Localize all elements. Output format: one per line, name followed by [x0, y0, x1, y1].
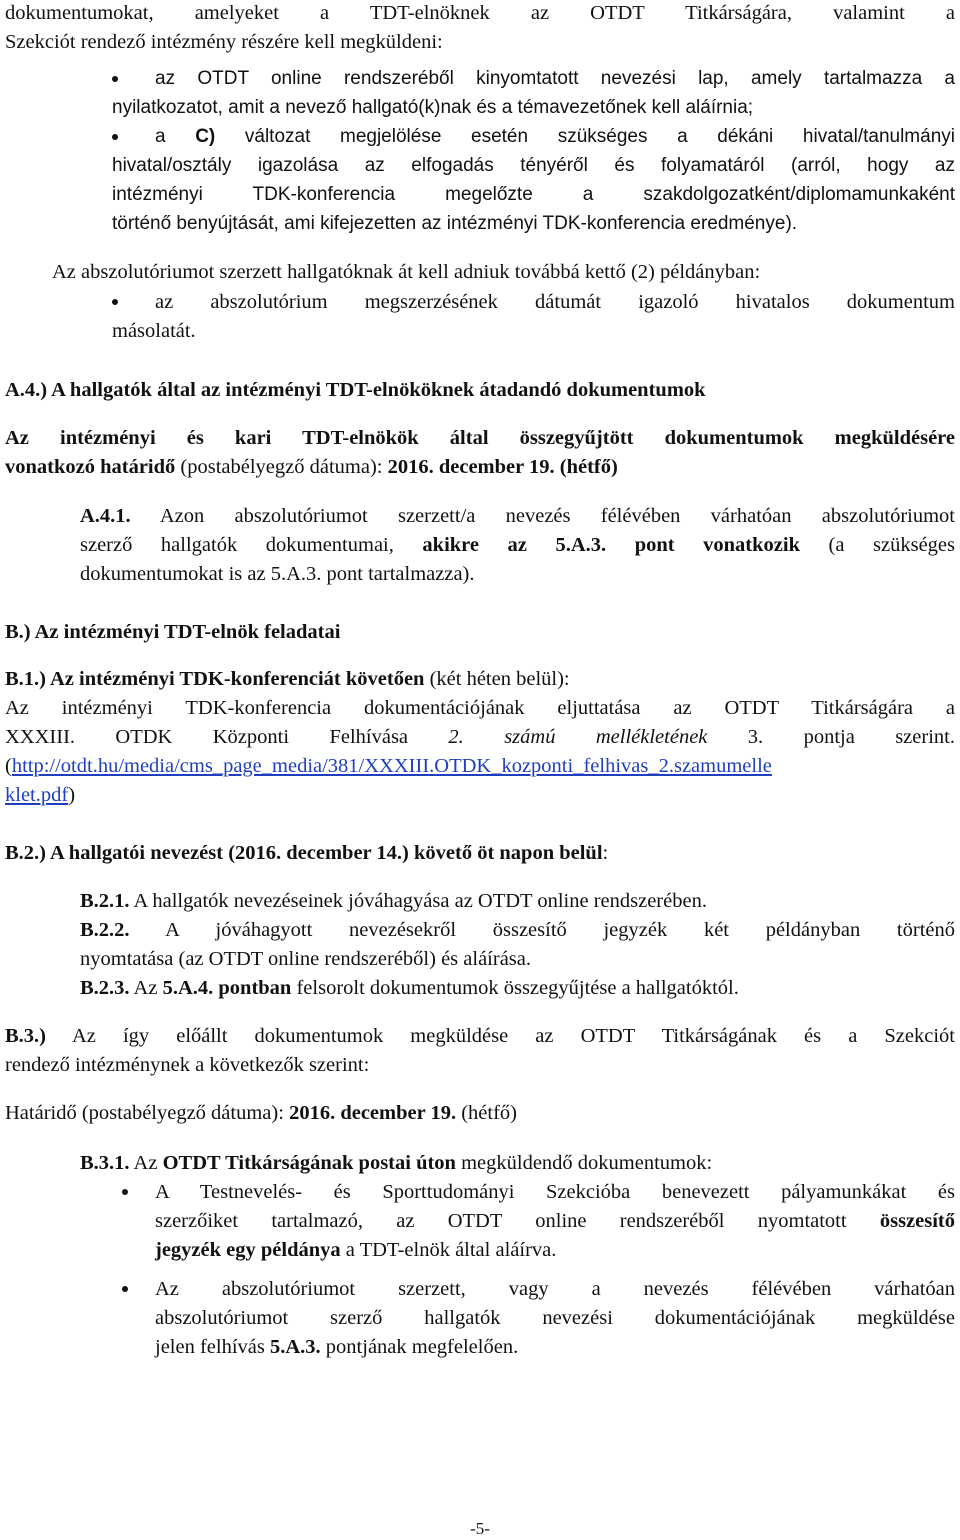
bullet-3-line-1: az abszolutórium megszerzésének dátumát igazoló hivatalos dokumentum — [155, 291, 955, 313]
b31-bullet-b-line-3: jelen felhívás 5.A.3. pontjának megfelelően. — [155, 1336, 519, 1358]
section-heading-a4: A.4.) A hallgatók által az intézményi TDT-elnököknek átadandó dokumentumok — [5, 379, 706, 401]
bullet-2-line-2: hivatal/osztály igazolása az elfogadás tényéről és folyamatáról (arról, hogy az — [112, 155, 955, 176]
bullet-dot — [122, 1286, 128, 1292]
b21-item: B.2.1. A hallgatók nevezéseinek jóváhagyása az OTDT online rendszerében. — [80, 890, 707, 912]
b31-bullet-a-line-2: szerzőiket tartalmazó, az OTDT online rendszeréből nyomtatott összesítő — [155, 1210, 955, 1232]
a41-line-3: dokumentumokat is az 5.A.3. pont tartalmazza). — [80, 563, 475, 585]
b2-heading: B.2.) A hallgatói nevezést (2016. december 14.) követő öt napon belül: — [5, 842, 609, 864]
b3-line-2: rendező intézménynek a következők szerint: — [5, 1054, 370, 1076]
b31-bullet-a-line-1: A Testnevelés- és Sporttudományi Szekcióba benevezett pályamunkákat és — [155, 1181, 955, 1203]
abszolutorium-paragraph: Az abszolutóriumot szerzett hallgatóknak át kell adniuk továbbá kettő (2) példányban: — [52, 261, 761, 283]
b1-link-line-2: klet.pdf) — [5, 784, 76, 806]
bullet-2-line-3: intézményi TDK-konferencia megelőzte a szakdolgozatként/diplomamunkaként — [112, 184, 955, 205]
felhivas-link-continued[interactable]: klet.pdf — [5, 784, 69, 806]
intro-line-2: Szekciót rendező intézmény részére kell megküldeni: — [5, 31, 443, 53]
b31-bullet-b-line-2: abszolutóriumot szerző hallgatók nevezési dokumentációjának megküldése — [155, 1307, 955, 1329]
bullet-dot — [112, 134, 118, 140]
bullet-2-line-4: történő benyújtását, ami kifejezetten az intézményi TDK-konferencia eredménye). — [112, 213, 798, 234]
page-number: -5- — [470, 1519, 490, 1538]
b31-bullet-b-line-1: Az abszolutóriumot szerzett, vagy a nevezés félévében várhatóan — [155, 1278, 955, 1300]
intro-line-1: dokumentumokat, amelyeket a TDT-elnöknek az OTDT Titkárságára, valamint a — [5, 2, 955, 24]
felhivas-link[interactable]: http://otdt.hu/media/cms_page_media/381/XXXIII.OTDK_kozponti_felhivas_2.szamumelle — [11, 755, 772, 777]
b1-heading: B.1.) Az intézményi TDK-konferenciát követően (két héten belül): — [5, 668, 570, 690]
section-heading-b: B.) Az intézményi TDT-elnök feladatai — [5, 621, 341, 643]
bullet-1-line-2: nyilatkozatot, amit a nevező hallgató(k)nak és a témavezetőnek kell aláírnia; — [112, 97, 754, 118]
b1-link-line-1: (http://otdt.hu/media/cms_page_media/381/XXXIII.OTDK_kozponti_felhivas_2.szamumelle — [5, 755, 772, 777]
b3-line-1: B.3.) Az így előállt dokumentumok megküldése az OTDT Titkárságának és a Szekciót — [5, 1025, 955, 1047]
bullet-dot — [112, 299, 118, 305]
b22-item-line-2: nyomtatása (az OTDT online rendszeréből) és aláírása. — [80, 948, 531, 970]
bullet-dot — [112, 76, 118, 82]
b31-heading: B.3.1. Az OTDT Titkárságának postai úton megküldendő dokumentumok: — [80, 1152, 713, 1174]
a41-line-1: A.4.1. Azon abszolutóriumot szerzett/a nevezés félévében várhatóan abszolutóriumot — [80, 505, 955, 527]
b3-deadline: Határidő (postabélyegző dátuma): 2016. december 19. (hétfő) — [5, 1102, 517, 1124]
b23-item: B.2.3. Az 5.A.4. pontban felsorolt dokumentumok összegyűjtése a hallgatóktól. — [80, 977, 739, 999]
bullet-dot — [122, 1189, 128, 1195]
a4-deadline-line-1: Az intézményi és kari TDT-elnökök által összegyűjtött dokumentumok megküldésére — [5, 427, 955, 449]
b31-bullet-a-line-3: jegyzék egy példánya a TDT-elnök által aláírva. — [155, 1239, 557, 1261]
b1-line-2: Az intézményi TDK-konferencia dokumentációjának eljuttatása az OTDT Titkárságára a — [5, 697, 955, 719]
a41-line-2: szerző hallgatók dokumentumai, akikre az 5.A.3. pont vonatkozik (a szükséges — [80, 534, 955, 556]
bullet-1-line-1: az OTDT online rendszeréből kinyomtatott nevezési lap, amely tartalmazza a — [155, 68, 955, 89]
bullet-3-line-2: másolatát. — [112, 320, 196, 342]
bullet-2-line-1: a C) változat megjelölése esetén szükséges a dékáni hivatal/tanulmányi — [155, 126, 955, 147]
a4-deadline-line-2: vonatkozó határidő (postabélyegző dátuma): 2016. december 19. (hétfő) — [5, 456, 618, 478]
b22-item-line-1: B.2.2. A jóváhagyott nevezésekről összesítő jegyzék két példányban történő — [80, 919, 955, 941]
b1-line-3: XXXIII. OTDK Központi Felhívása 2. számú mellékletének 3. pontja szerint. — [5, 726, 955, 748]
